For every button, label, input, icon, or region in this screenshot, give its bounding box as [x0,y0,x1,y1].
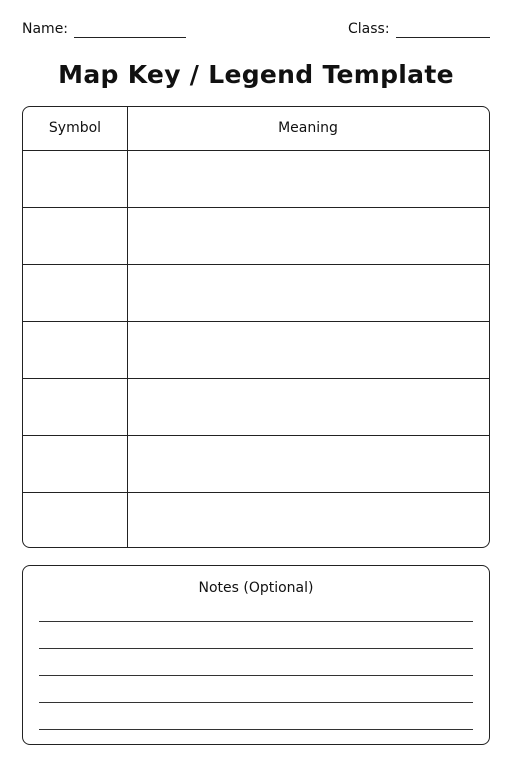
table-row [23,150,489,207]
notes-writing-line[interactable] [39,648,473,649]
name-label: Name: [22,21,69,37]
symbol-cell[interactable] [23,208,127,264]
meaning-cell[interactable] [128,265,489,321]
meaning-cell[interactable] [128,151,489,207]
notes-writing-line[interactable] [39,675,473,676]
symbol-cell[interactable] [23,436,127,492]
table-row [23,435,489,492]
class-blank-line[interactable] [396,23,490,38]
table-row [23,378,489,435]
table-row [23,207,489,264]
table-row [23,264,489,321]
notes-writing-line[interactable] [39,621,473,622]
class-field[interactable] [348,20,490,38]
table-row [23,321,489,378]
meaning-cell[interactable] [128,493,489,548]
symbol-cell[interactable] [23,151,127,207]
page-title: Map Key / Legend Template [58,60,454,89]
notes-writing-line[interactable] [39,729,473,730]
meaning-column-header: Meaning [278,120,338,136]
table-row [23,492,489,548]
meaning-cell[interactable] [128,379,489,435]
name-blank-line[interactable] [74,23,186,38]
meaning-cell[interactable] [128,208,489,264]
legend-table [22,106,490,548]
meaning-cell[interactable] [128,436,489,492]
symbol-cell[interactable] [23,322,127,378]
symbol-cell[interactable] [23,493,127,548]
class-label: Class: [348,21,390,37]
notes-box [22,565,490,745]
notes-title: Notes (Optional) [198,580,314,596]
notes-writing-line[interactable] [39,702,473,703]
meaning-cell[interactable] [128,322,489,378]
symbol-cell[interactable] [23,265,127,321]
name-field[interactable] [22,20,186,38]
symbol-cell[interactable] [23,379,127,435]
symbol-column-header: Symbol [48,120,102,136]
